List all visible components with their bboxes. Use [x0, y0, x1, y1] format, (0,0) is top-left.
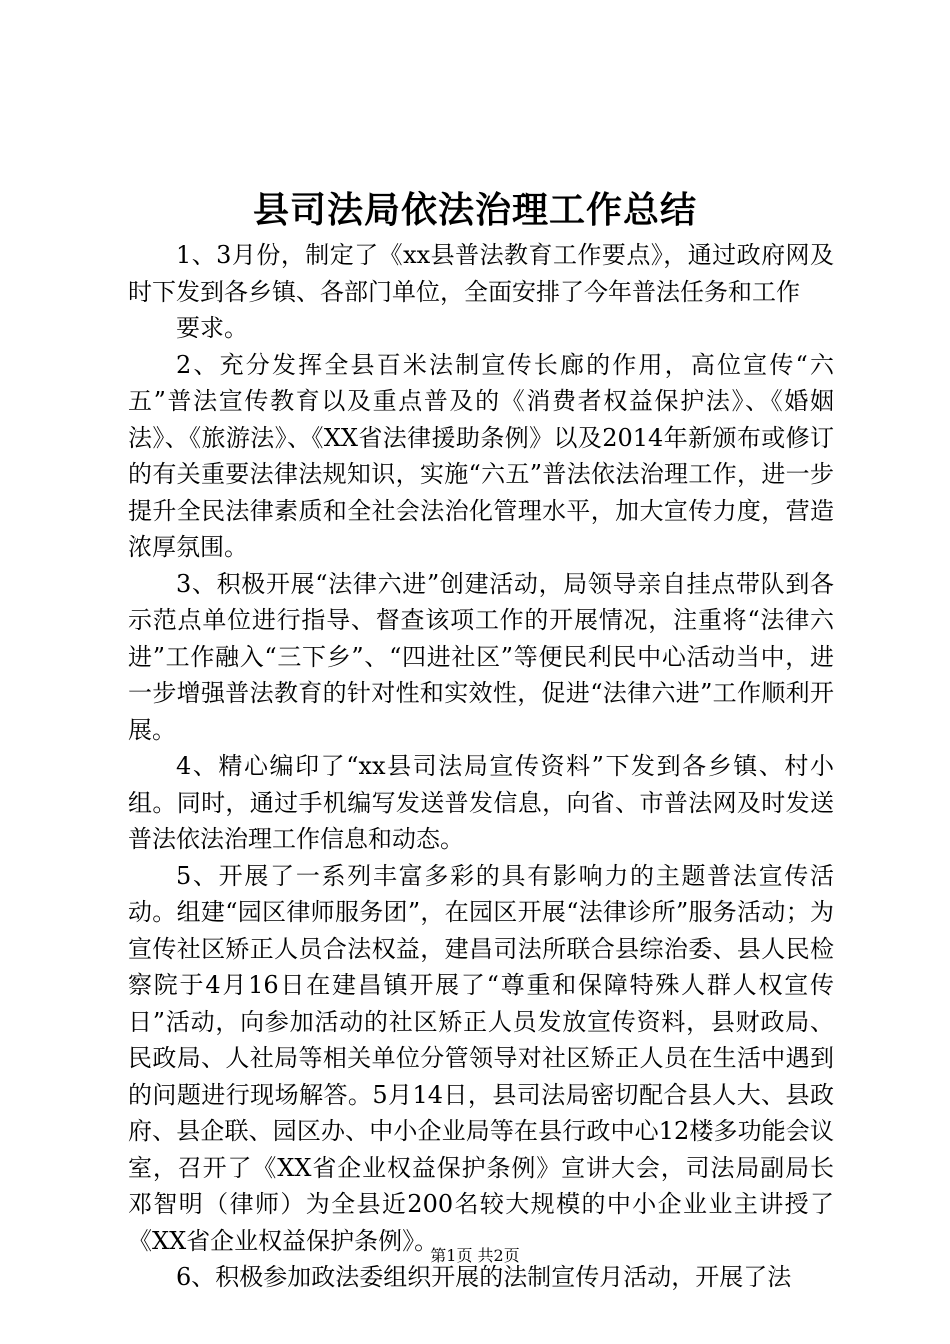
paragraph-6: 6、积极参加政法委组织开展的法制宣传月活动，开展了法: [176, 1263, 792, 1291]
document-title: 县司法局依法治理工作总结: [252, 189, 697, 231]
paragraph-3: 3、积极开展“法律六进”创建活动，局领导亲自挂点带队到各示范点单位进行指导、督查该项工作的开展情况，注重将“法律六进”工作融入“三下乡”、“四进社区”等便民利民中心活动当中，进一步增强普法教育的针对性和实效性，促进“法律六进”工作顺利开展。: [128, 569, 834, 744]
document-body: [128, 237, 834, 1296]
page-total: 共2页: [477, 1246, 520, 1265]
paragraph-4: 4、精心编印了“xx县司法局宣传资料”下发到各乡镇、村小组。同时，通过手机编写发送普发信息，向省、市普法网及时发送普法依法治理工作信息和动态。: [128, 752, 834, 853]
page-footer: [0, 1245, 950, 1267]
paragraph-2: 2、充分发挥全县百米法制宣传长廊的作用，高位宣传“六五”普法宣传教育以及重点普及的《消费者权益保护法》、《婚姻法》、《旅游法》、《XX省法律援助条例》以及2014年新颁布或修订的有关重要法律法规知识，实施“六五”普法依法治理工作，进一步提升全民法律素质和全社会法治化管理水平，加大宣传力度，营造浓厚氛围。: [128, 350, 834, 561]
paragraph-1-continuation: 要求。: [176, 314, 248, 342]
paragraph-1: 1、3月份，制定了《xx县普法教育工作要点》，通过政府网及时下发到各乡镇、各部门单位，全面安排了今年普法任务和工作: [128, 241, 834, 306]
paragraph-5: 5、开展了一系列丰富多彩的具有影响力的主题普法宣传活动。组建“园区律师服务团”，在园区开展“法律诊所”服务活动；为宣传社区矫正人员合法权益，建昌司法所联合县综治委、县人民检察院于4月16日在建昌镇开展了“尊重和保障特殊人群人权宣传日”活动，向参加活动的社区矫正人员发放宣传资料，县财政局、民政局、人社局等相关单位分管领导对社区矫正人员在生活中遇到的问题进行现场解答。5月14日，县司法局密切配合县人大、县政府、县企联、园区办、中小企业局等在县行政中心12楼多功能会议室，召开了《XX省企业权益保护条例》宣讲大会，司法局副局长邓智明（律师）为全县近200名较大规模的中小企业业主讲授了《XX省企业权益保护条例》。: [128, 861, 834, 1255]
page-number: 第1页: [430, 1246, 473, 1265]
